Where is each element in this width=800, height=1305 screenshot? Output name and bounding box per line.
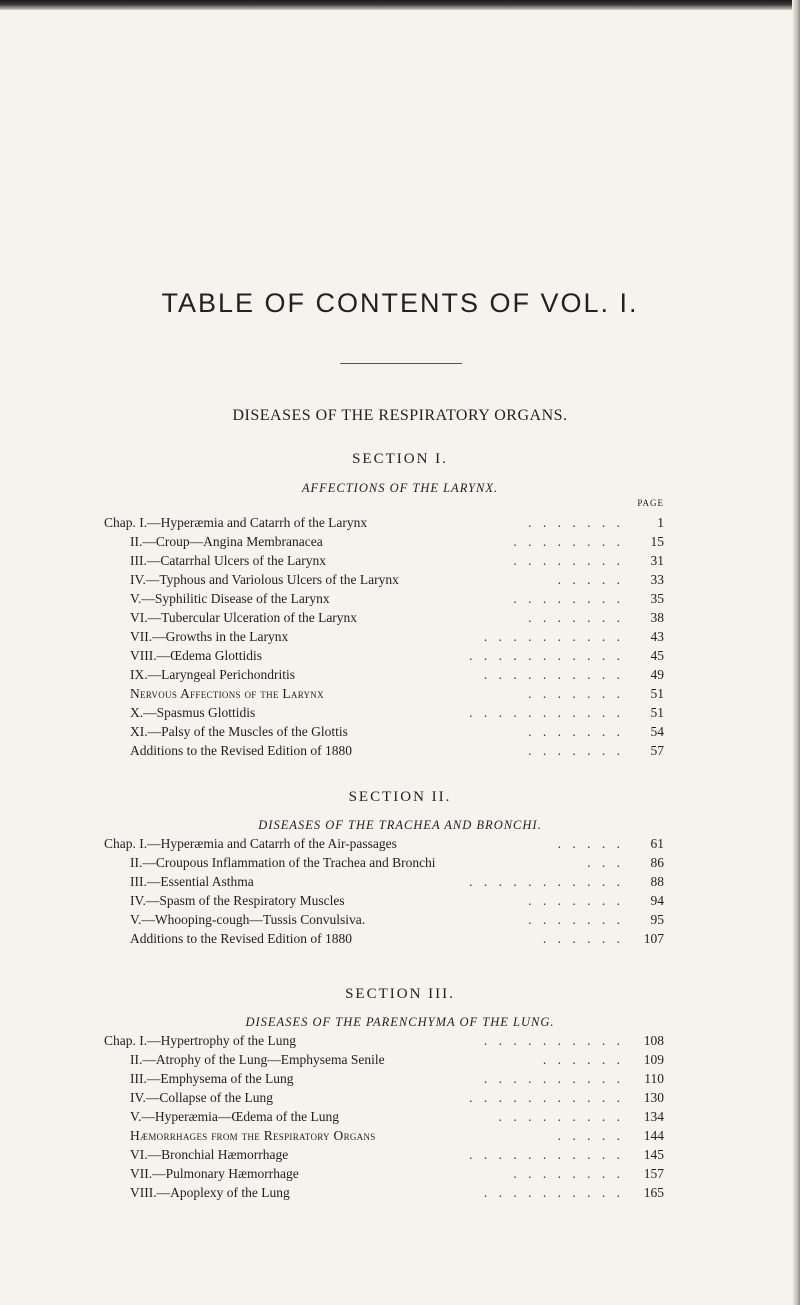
toc-entry-page: 110 (644, 1071, 664, 1086)
toc-entry-page: 157 (643, 1166, 664, 1181)
leader-dots: . . . . . (557, 836, 624, 851)
toc-entry[interactable] (104, 910, 664, 929)
toc-entry[interactable] (104, 1126, 664, 1145)
leader-dots: . . . . . . . . . . (483, 629, 624, 644)
toc-list (104, 1031, 664, 1202)
toc-entry-page: 130 (643, 1090, 664, 1105)
toc-entry-page: 51 (650, 686, 664, 701)
toc-entry-page: 134 (643, 1109, 664, 1124)
toc-entry-page: 49 (650, 667, 664, 682)
toc-entry-page: 95 (650, 912, 664, 927)
toc-entry-page: 31 (650, 553, 664, 568)
toc-entry[interactable] (104, 1183, 664, 1202)
toc-entry-label: XI.—Palsy of the Muscles of the Glottis (130, 724, 348, 739)
leader-dots: . . . . . . . (528, 686, 624, 701)
leader-dots: . . . . . . . . . . . (469, 874, 624, 889)
toc-entry-page: 165 (643, 1185, 664, 1200)
leader-dots: . . . . . . (542, 1052, 624, 1067)
toc-entry[interactable] (104, 589, 664, 608)
toc-entry-label: Hæmorrhages from the Respiratory Organs (130, 1128, 376, 1143)
section-heading: SECTION I. (352, 451, 448, 467)
page-right-edge (792, 0, 800, 1305)
toc-entry-page: 45 (650, 648, 664, 663)
toc-entry-label: Nervous Affections of the Larynx (130, 686, 324, 701)
leader-dots: . . . . . . . . . . . (469, 705, 624, 720)
toc-entry-page: 61 (650, 836, 664, 851)
toc-entry[interactable] (104, 1031, 664, 1050)
toc-entry[interactable] (104, 1164, 664, 1183)
toc-entry[interactable] (104, 532, 664, 551)
toc-entry-label: Chap. I.—Hyperæmia and Catarrh of the Air-passages (104, 836, 397, 851)
leader-dots: . . . . . . . . . . (483, 1033, 624, 1048)
toc-entry[interactable] (104, 1069, 664, 1088)
leader-dots: . . . . . . . . . . . (469, 1090, 624, 1105)
toc-entry[interactable] (104, 684, 664, 703)
toc-entry[interactable] (104, 1145, 664, 1164)
toc-entry-label: II.—Croupous Inflammation of the Trachea and Bronchi (130, 855, 436, 870)
toc-entry[interactable] (104, 722, 664, 741)
page-top-shadow (0, 0, 800, 10)
toc-entry[interactable] (104, 1050, 664, 1069)
toc-entry-page: 54 (650, 724, 664, 739)
section-heading: SECTION III. (345, 986, 455, 1002)
toc-entry-page: 51 (650, 705, 664, 720)
toc-entry[interactable] (104, 646, 664, 665)
toc-entry[interactable] (104, 891, 664, 910)
toc-entry[interactable] (104, 1088, 664, 1107)
leader-dots: . . . (587, 855, 624, 870)
toc-entry-label: IX.—Laryngeal Perichondritis (130, 667, 295, 682)
toc-entry-page: 145 (643, 1147, 664, 1162)
leader-dots: . . . . . . . . (513, 1166, 624, 1181)
toc-entry-label: V.—Hyperæmia—Œdema of the Lung (130, 1109, 339, 1124)
leader-dots: . . . . . . . . (513, 591, 624, 606)
section-subheading: AFFECTIONS OF THE LARYNX. (301, 481, 499, 495)
toc-entry-page: 109 (643, 1052, 664, 1067)
leader-dots: . . . . . . . . . . . (469, 648, 624, 663)
toc-entry-page: 108 (643, 1033, 664, 1048)
toc-entry[interactable] (104, 703, 664, 722)
title-rule (340, 363, 462, 364)
leader-dots: . . . . . . . (528, 893, 624, 908)
toc-entry[interactable] (104, 551, 664, 570)
toc-entry-label: IV.—Typhous and Variolous Ulcers of the Larynx (130, 572, 399, 587)
leader-dots: . . . . . . . . (513, 534, 624, 549)
toc-entry-page: 94 (650, 893, 664, 908)
toc-entry-page: 144 (643, 1128, 664, 1143)
page-title: TABLE OF CONTENTS OF VOL. I. (161, 288, 639, 318)
section-subheading: DISEASES OF THE PARENCHYMA OF THE LUNG. (245, 1015, 555, 1029)
toc-entry-label: VI.—Bronchial Hæmorrhage (130, 1147, 289, 1162)
toc-entry-label: IV.—Spasm of the Respiratory Muscles (130, 893, 345, 908)
toc-entry-label: Additions to the Revised Edition of 1880 (130, 743, 352, 758)
toc-entry[interactable] (104, 1107, 664, 1126)
toc-entry-label: VI.—Tubercular Ulceration of the Larynx (130, 610, 358, 625)
leader-dots: . . . . . . . (528, 610, 624, 625)
toc-entry-label: IV.—Collapse of the Lung (130, 1090, 273, 1105)
toc-entry[interactable] (104, 627, 664, 646)
toc-entry[interactable] (104, 872, 664, 891)
leader-dots: . . . . . . . . . (498, 1109, 624, 1124)
leader-dots: . . . . . . . . . . (483, 667, 624, 682)
toc-entry-label: III.—Essential Asthma (130, 874, 254, 889)
leader-dots: . . . . . . . (528, 743, 624, 758)
toc-entry-page: 15 (650, 534, 664, 549)
toc-list (104, 834, 664, 948)
toc-entry-label: V.—Whooping-cough—Tussis Convulsiva. (130, 912, 366, 927)
toc-entry-page: 86 (650, 855, 664, 870)
section-heading: SECTION II. (348, 789, 452, 805)
toc-entry-label: VIII.—Apoplexy of the Lung (130, 1185, 290, 1200)
toc-entry[interactable] (104, 741, 664, 760)
toc-entry-label: III.—Catarrhal Ulcers of the Larynx (130, 553, 327, 568)
toc-entry[interactable] (104, 665, 664, 684)
toc-list (104, 513, 664, 760)
toc-entry-label: VII.—Growths in the Larynx (130, 629, 289, 644)
section-subheading: DISEASES OF THE TRACHEA AND BRONCHI. (258, 818, 542, 832)
toc-entry-page: 35 (650, 591, 664, 606)
toc-entry[interactable] (104, 834, 664, 853)
leader-dots: . . . . . . . (528, 724, 624, 739)
toc-entry-label: Additions to the Revised Edition of 1880 (130, 931, 352, 946)
toc-entry-page: 88 (650, 874, 664, 889)
toc-entry-label: II.—Croup—Angina Membranacea (130, 534, 323, 549)
toc-entry-label: VIII.—Œdema Glottidis (130, 648, 262, 663)
toc-entry-label: III.—Emphysema of the Lung (130, 1071, 294, 1086)
toc-entry[interactable] (104, 929, 664, 948)
toc-entry-label: V.—Syphilitic Disease of the Larynx (130, 591, 330, 606)
leader-dots: . . . . . . . (528, 515, 624, 530)
leader-dots: . . . . . . . (528, 912, 624, 927)
page-subtitle: DISEASES OF THE RESPIRATORY ORGANS. (232, 407, 568, 424)
page-column-label: PAGE (637, 498, 664, 508)
toc-entry-label: Chap. I.—Hypertrophy of the Lung (104, 1033, 296, 1048)
toc-entry[interactable] (104, 853, 664, 872)
toc-entry-label: Chap. I.—Hyperæmia and Catarrh of the Larynx (104, 515, 368, 530)
leader-dots: . . . . . . . . . . (483, 1185, 624, 1200)
toc-entry-label: II.—Atrophy of the Lung—Emphysema Senile (130, 1052, 385, 1067)
leader-dots: . . . . . . (542, 931, 624, 946)
toc-entry-page: 43 (650, 629, 664, 644)
leader-dots: . . . . . (557, 572, 624, 587)
toc-entry-page: 57 (650, 743, 664, 758)
toc-entry-page: 1 (657, 515, 664, 530)
leader-dots: . . . . . (557, 1128, 624, 1143)
toc-entry-page: 33 (650, 572, 664, 587)
leader-dots: . . . . . . . . . . (483, 1071, 624, 1086)
toc-entry-label: X.—Spasmus Glottidis (130, 705, 256, 720)
toc-entry[interactable] (104, 570, 664, 589)
leader-dots: . . . . . . . . . . . (469, 1147, 624, 1162)
toc-entry-page: 38 (650, 610, 664, 625)
toc-entry[interactable] (104, 608, 664, 627)
toc-entry[interactable] (104, 513, 664, 532)
leader-dots: . . . . . . . . (513, 553, 624, 568)
toc-entry-page: 107 (643, 931, 664, 946)
toc-entry-label: VII.—Pulmonary Hæmorrhage (130, 1166, 299, 1181)
